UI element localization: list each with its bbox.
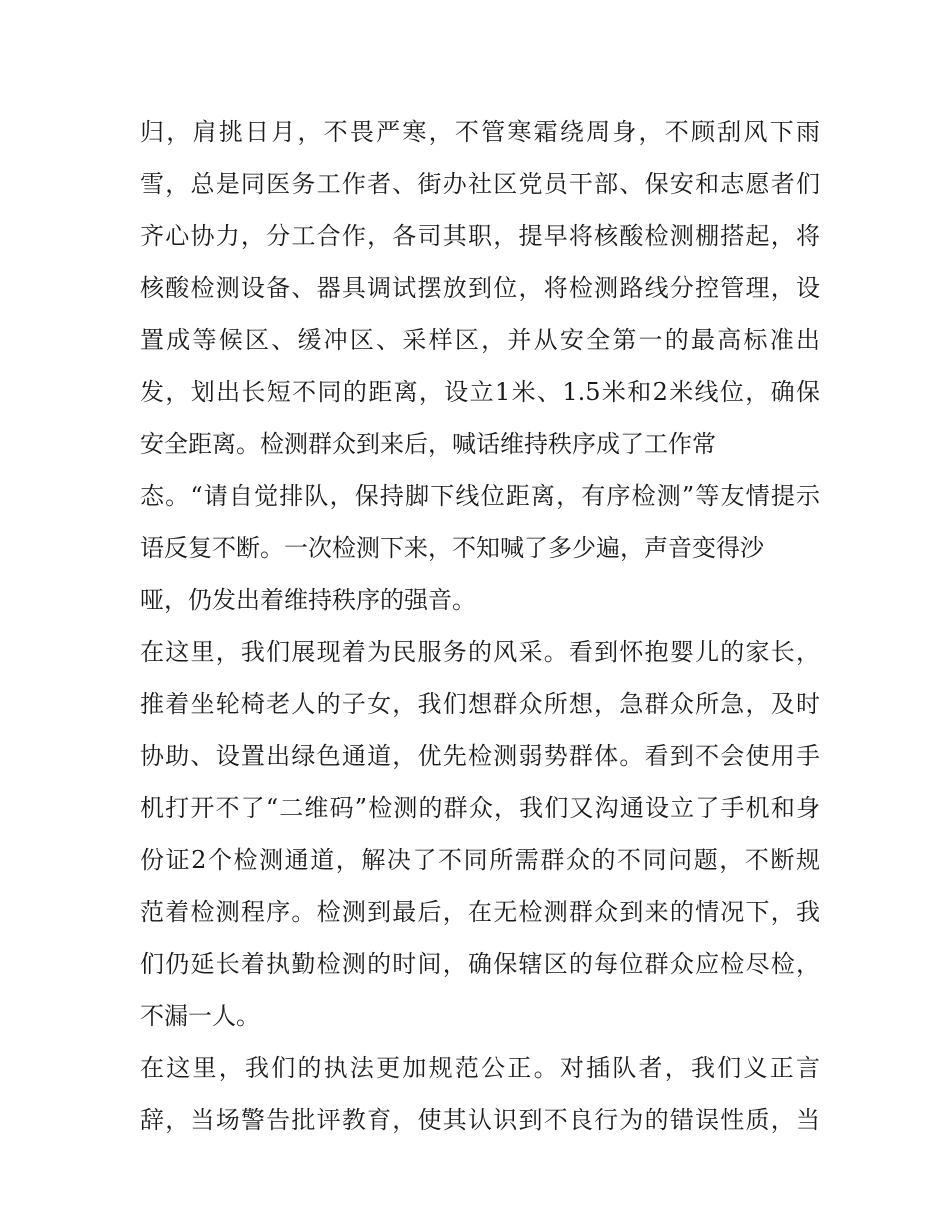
- text-line: 推着坐轮椅老人的子女，我们想群众所想，急群众所急，及时: [140, 690, 820, 718]
- text-line: 协助、设置出绿色通道，优先检测弱势群体。看到不会使用手: [140, 742, 820, 770]
- text-line: 置成等候区、缓冲区、采样区，并从安全第一的最高标准出: [140, 326, 820, 354]
- text-line: 哑，仍发出着维持秩序的强音。: [140, 586, 476, 614]
- text-line: 辞，当场警告批评教育，使其认识到不良行为的错误性质，当: [140, 1106, 820, 1134]
- document-body: [140, 106, 820, 1146]
- paragraph-2: [140, 626, 820, 1042]
- text-line: 机打开不了“二维码”检测的群众，我们又沟通设立了手机和身: [140, 794, 820, 822]
- text-line: 核酸检测设备、器具调试摆放到位，将检测路线分控管理，设: [140, 274, 820, 302]
- paragraph-3: [140, 1042, 820, 1146]
- text-line: 在这里，我们的执法更加规范公正。对插队者，我们义正言: [140, 1054, 820, 1082]
- text-line: 安全距离。检测群众到来后，喊话维持秩序成了工作常: [140, 430, 716, 458]
- text-line: 归，肩挑日月，不畏严寒，不管寒霜绕周身，不顾刮风下雨: [140, 118, 820, 146]
- paragraph-1: [140, 106, 820, 626]
- text-line: 齐心协力，分工合作，各司其职，提早将核酸检测棚搭起，将: [140, 222, 820, 250]
- text-line: 不漏一人。: [140, 1002, 260, 1030]
- text-line: 态。“请自觉排队，保持脚下线位距离，有序检测”等友情提示: [140, 482, 820, 510]
- text-line: 语反复不断。一次检测下来，不知喊了多少遍，声音变得沙: [140, 534, 764, 562]
- text-line: 份证2个检测通道，解决了不同所需群众的不同问题，不断规: [140, 846, 820, 874]
- text-line: 在这里，我们展现着为民服务的风采。看到怀抱婴儿的家长，: [140, 638, 820, 666]
- text-line: 雪，总是同医务工作者、街办社区党员干部、保安和志愿者们: [140, 170, 820, 198]
- text-line: 发，划出长短不同的距离，设立1米、1.5米和2米线位，确保: [140, 378, 820, 406]
- text-line: 范着检测程序。检测到最后，在无检测群众到来的情况下，我: [140, 898, 820, 926]
- text-line: 们仍延长着执勤检测的时间，确保辖区的每位群众应检尽检，: [140, 950, 820, 978]
